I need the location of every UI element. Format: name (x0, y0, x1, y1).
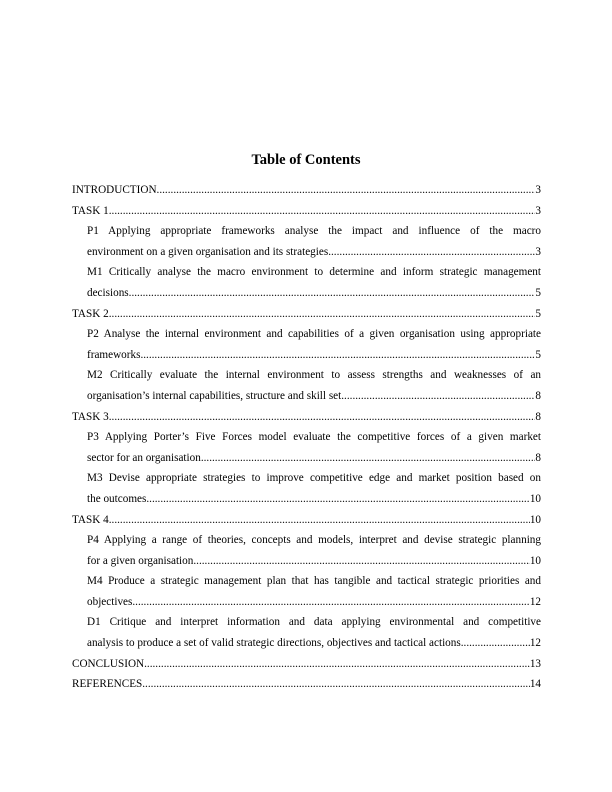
toc-entry-references[interactable] (72, 674, 541, 695)
toc-leader-dots (142, 674, 530, 695)
toc-page-number: 10 (529, 492, 541, 505)
toc-title: Table of Contents (251, 152, 361, 168)
toc-entry-task-4[interactable] (72, 510, 541, 531)
toc-leader-dots (157, 180, 536, 201)
toc-leader-dots (146, 489, 529, 510)
toc-entry-label-line1: P3 Applying Porter’s Five Forces model evaluate the competitive forces of a given market (87, 431, 541, 444)
toc-entry-label-line2: objectives (87, 595, 133, 608)
toc-entry-m3[interactable] (72, 468, 541, 509)
toc-leader-dots (193, 551, 529, 572)
toc-entry-m2[interactable] (72, 365, 541, 406)
toc-page-number: 8 (535, 451, 541, 464)
toc-entry-label-line2: organisation’s internal capabilities, structure and skill set (87, 389, 342, 402)
toc-entry-label-line2: frameworks (87, 348, 141, 361)
toc-entry-label: INTRODUCTION (72, 184, 157, 196)
toc-page-number: 10 (529, 554, 541, 567)
toc-entry-task-3[interactable] (72, 407, 541, 428)
toc-entry-label-line2: sector for an organisation (87, 451, 201, 464)
toc-page-number: 3 (535, 245, 541, 258)
toc-page-number: 3 (535, 204, 541, 217)
toc-entry-label-line1: P2 Analyse the internal environment and capabilities of a given organisation using appropriate (87, 328, 541, 341)
toc-leader-dots (132, 592, 529, 613)
toc-page-number: 14 (529, 678, 541, 691)
toc-entry-task-2[interactable] (72, 304, 541, 325)
toc-page-number: 12 (529, 637, 541, 650)
toc-entry-p1[interactable] (72, 221, 541, 262)
toc-entry-label: TASK 1 (72, 204, 109, 217)
toc-leader-dots (109, 510, 530, 531)
toc-page-number: 12 (529, 595, 541, 608)
toc-leader-dots (129, 283, 536, 304)
table-of-contents (72, 180, 541, 695)
toc-entry-m4[interactable] (72, 571, 541, 612)
toc-entry-p2[interactable] (72, 324, 541, 365)
toc-entry-label-line2: the outcomes (87, 492, 147, 505)
toc-entry-label-line2: decisions (87, 286, 129, 299)
toc-leader-dots (461, 633, 530, 654)
toc-entry-d1[interactable] (72, 612, 541, 653)
toc-entry-label-line1: M2 Critically evaluate the internal environment to assess strengths and weaknesses of an (87, 369, 541, 382)
toc-entry-label: REFERENCES (72, 678, 143, 691)
toc-page-number: 8 (535, 410, 541, 423)
toc-page-number: 5 (535, 348, 541, 361)
toc-leader-dots (109, 201, 536, 222)
toc-entry-label-line1: M4 Produce a strategic management plan that has tangible and tactical strategic priorities and (87, 575, 541, 588)
toc-entry-label-line1: D1 Critique and interpret information and data applying environmental and competitive (87, 616, 541, 629)
toc-entry-task-1[interactable] (72, 201, 541, 222)
toc-entry-label: TASK 3 (72, 410, 109, 423)
toc-leader-dots (140, 345, 535, 366)
toc-leader-dots (341, 386, 535, 407)
toc-entry-label-line2: environment on a given organisation and its strategies (87, 245, 329, 258)
toc-entry-p3[interactable] (72, 427, 541, 468)
toc-leader-dots (109, 304, 536, 325)
toc-entry-label-line1: M3 Devise appropriate strategies to improve competitive edge and market position based on (87, 472, 541, 485)
toc-leader-dots (109, 407, 536, 428)
toc-entry-introduction[interactable] (72, 180, 541, 201)
toc-entry-label-line2: for a given organisation (87, 554, 194, 567)
toc-entry-conclusion[interactable] (72, 654, 541, 675)
toc-leader-dots (201, 448, 536, 469)
toc-entry-label-line1: P1 Applying appropriate frameworks analyse the impact and influence of the macro (87, 225, 541, 238)
toc-page-number: 8 (535, 389, 541, 402)
toc-entry-m1[interactable] (72, 262, 541, 303)
toc-entry-label: CONCLUSION (72, 657, 145, 670)
toc-leader-dots (144, 654, 530, 675)
toc-page-number: 3 (535, 184, 541, 196)
toc-page-number: 10 (529, 513, 541, 526)
toc-entry-label-line1: M1 Critically analyse the macro environment to determine and inform strategic management (87, 266, 541, 279)
toc-entry-label: TASK 4 (72, 513, 109, 526)
toc-entry-label-line2: analysis to produce a set of valid strategic directions, objectives and tactical actions (87, 637, 461, 650)
toc-entry-label: TASK 2 (72, 307, 109, 320)
toc-page-number: 5 (535, 286, 541, 299)
toc-page-number: 5 (535, 307, 541, 320)
toc-leader-dots (328, 242, 535, 263)
toc-entry-p4[interactable] (72, 530, 541, 571)
toc-page-number: 13 (529, 657, 541, 670)
toc-entry-label-line1: P4 Applying a range of theories, concepts and models, interpret and devise strategic planning (87, 534, 541, 547)
